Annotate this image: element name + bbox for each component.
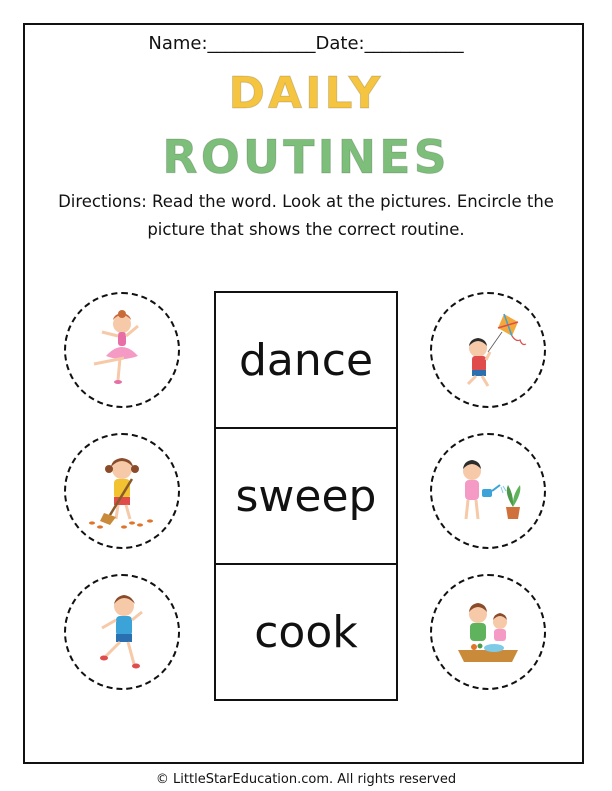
- word-box-sweep: [214, 427, 398, 565]
- word-box-dance: [214, 291, 398, 429]
- directions-text: Directions: Read the word. Look at the pictures. Encircle the picture that shows the correct routine.: [58, 192, 554, 239]
- date-blank[interactable]: ___________: [364, 33, 464, 54]
- name-blank[interactable]: ____________: [207, 33, 316, 54]
- girl-sweeping-leaves-icon: [80, 449, 164, 533]
- word-column: [214, 291, 398, 701]
- title-daily: DAILY: [228, 68, 384, 119]
- copyright-footer: © LittleStarEducation.com. All rights reserved: [155, 772, 457, 787]
- word-sweep: sweep: [235, 470, 377, 522]
- picture-kite[interactable]: [430, 292, 546, 408]
- picture-running[interactable]: [64, 574, 180, 690]
- running-boy-icon: [80, 590, 164, 674]
- picture-watering[interactable]: [430, 433, 546, 549]
- picture-cooking[interactable]: [430, 574, 546, 690]
- date-label: Date:: [315, 33, 365, 54]
- title-routines: ROUTINES: [162, 130, 450, 184]
- word-box-cook: [214, 563, 398, 701]
- boy-flying-kite-icon: [446, 308, 530, 392]
- picture-ballerina[interactable]: [64, 292, 180, 408]
- word-cook: cook: [254, 606, 358, 658]
- girl-watering-plant-icon: [446, 449, 530, 533]
- word-dance: dance: [238, 334, 374, 386]
- mother-daughter-cooking-icon: [446, 590, 530, 674]
- name-label: Name:: [148, 33, 208, 54]
- name-date-line: [0, 33, 612, 54]
- ballerina-girl-icon: [80, 308, 164, 392]
- picture-sweeping[interactable]: [64, 433, 180, 549]
